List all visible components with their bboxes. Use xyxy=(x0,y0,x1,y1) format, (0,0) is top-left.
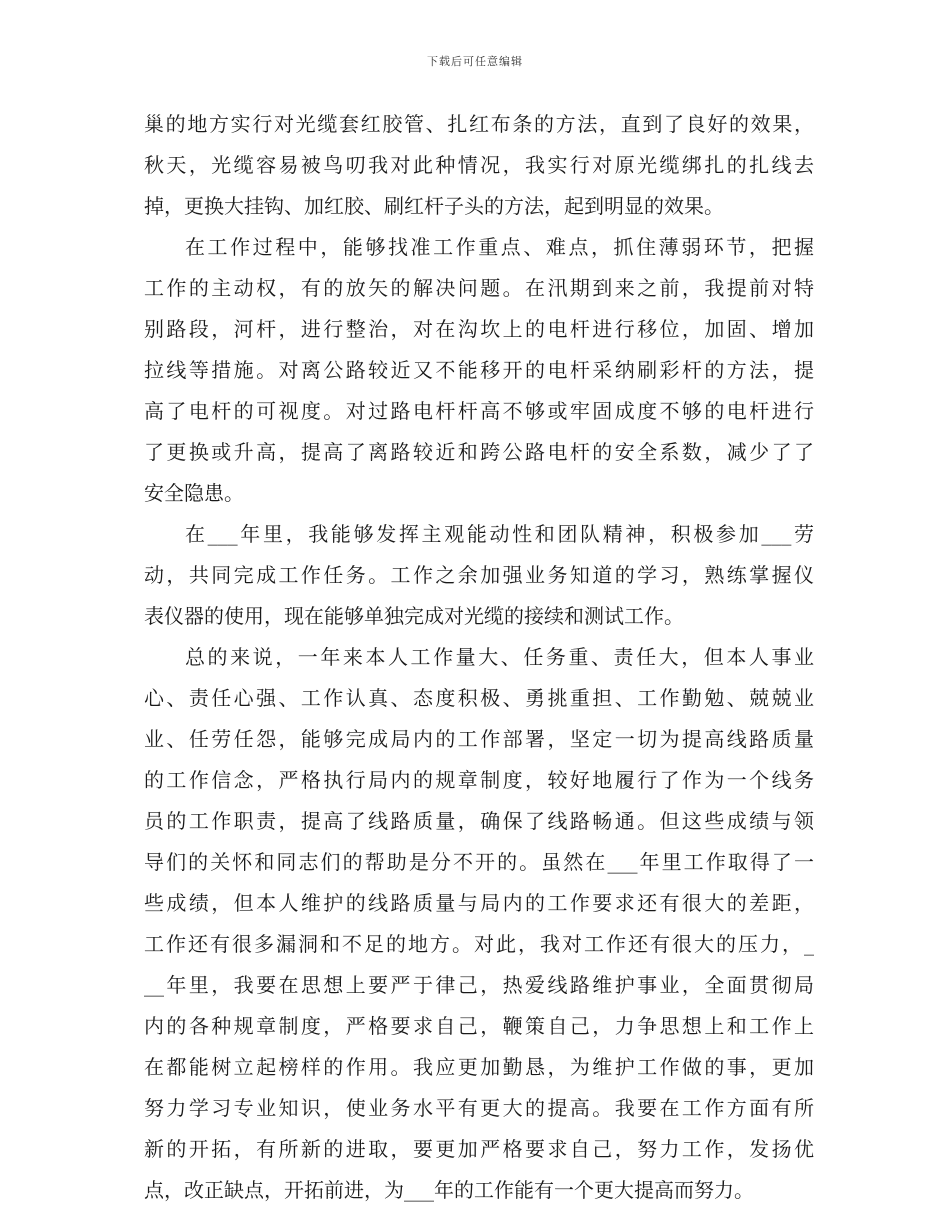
text-line: 掉，更换大挂钩、加红胶、刷红杆子头的方法，起到明显的效果。 xyxy=(144,194,724,218)
text-line: 别路段，河杆，进行整治，对在沟坎上的电杆进行移位，加固、增加 xyxy=(144,317,814,341)
text-line: 业、任劳任怨，能够完成局内的工作部署，坚定一切为提高线路质量 xyxy=(144,727,814,751)
text-line: 了更换或升高，提高了离路较近和跨公路电杆的安全系数，减少了了 xyxy=(144,440,814,464)
text-line: 工作的主动权，有的放矢的解决问题。在汛期到来之前，我提前对特 xyxy=(144,276,814,300)
text-line: 在工作过程中，能够找准工作重点、难点，抓住薄弱环节，把握 xyxy=(185,235,814,259)
text-line: 的工作信念，严格执行局内的规章制度，较好地履行了作为一个线务 xyxy=(144,768,814,792)
text-line: 在___年里，我能够发挥主观能动性和团队精神，积极参加___劳 xyxy=(185,522,814,546)
page-header: 下载后可任意编辑 xyxy=(427,55,523,68)
text-line: __年里，我要在思想上要严于律己，热爱线路维护事业，全面贯彻局 xyxy=(144,973,814,997)
text-line: 工作还有很多漏洞和不足的地方。对此，我对工作还有很大的压力，_ xyxy=(144,932,814,956)
text-line: 心、责任心强、工作认真、态度积极、勇挑重担、工作勤勉、兢兢业 xyxy=(144,686,814,710)
paragraph xyxy=(144,104,814,227)
text-line: 总的来说，一年来本人工作量大、任务重、责任大，但本人事业 xyxy=(185,645,814,669)
paragraph xyxy=(144,637,814,1211)
document-body xyxy=(144,104,814,1211)
text-line: 内的各种规章制度，严格要求自己，鞭策自己，力争思想上和工作上 xyxy=(144,1014,814,1038)
text-line: 导们的关怀和同志们的帮助是分不开的。虽然在___年里工作取得了一 xyxy=(144,850,814,874)
text-line: 努力学习专业知识，使业务水平有更大的提高。我要在工作方面有所 xyxy=(144,1096,814,1120)
text-line: 高了电杆的可视度。对过路电杆杆高不够或牢固成度不够的电杆进行 xyxy=(144,399,814,423)
text-line: 些成绩，但本人维护的线路质量与局内的工作要求还有很大的差距， xyxy=(144,891,814,915)
text-line: 巢的地方实行对光缆套红胶管、扎红布条的方法，直到了良好的效果， xyxy=(144,112,814,136)
text-line: 动，共同完成工作任务。工作之余加强业务知道的学习，熟练掌握仪 xyxy=(144,563,814,587)
text-line: 秋天，光缆容易被鸟叨我对此种情况，我实行对原光缆绑扎的扎线去 xyxy=(144,153,814,177)
text-line: 在都能树立起榜样的作用。我应更加勤恳，为维护工作做的事，更加 xyxy=(144,1055,814,1079)
text-line: 表仪器的使用，现在能够单独完成对光缆的接续和测试工作。 xyxy=(144,604,684,628)
text-line: 点，改正缺点，开拓前进，为___年的工作能有一个更大提高而努力。 xyxy=(144,1178,754,1202)
paragraph xyxy=(144,227,814,514)
text-line: 新的开拓，有所新的进取，要更加严格要求自己，努力工作，发扬优 xyxy=(144,1137,814,1161)
text-line: 安全隐患。 xyxy=(144,481,244,505)
text-line: 员的工作职责，提高了线路质量，确保了线路畅通。但这些成绩与领 xyxy=(144,809,814,833)
paragraph xyxy=(144,514,814,637)
text-line: 拉线等措施。对离公路较近又不能移开的电杆采纳刷彩杆的方法，提 xyxy=(144,358,814,382)
